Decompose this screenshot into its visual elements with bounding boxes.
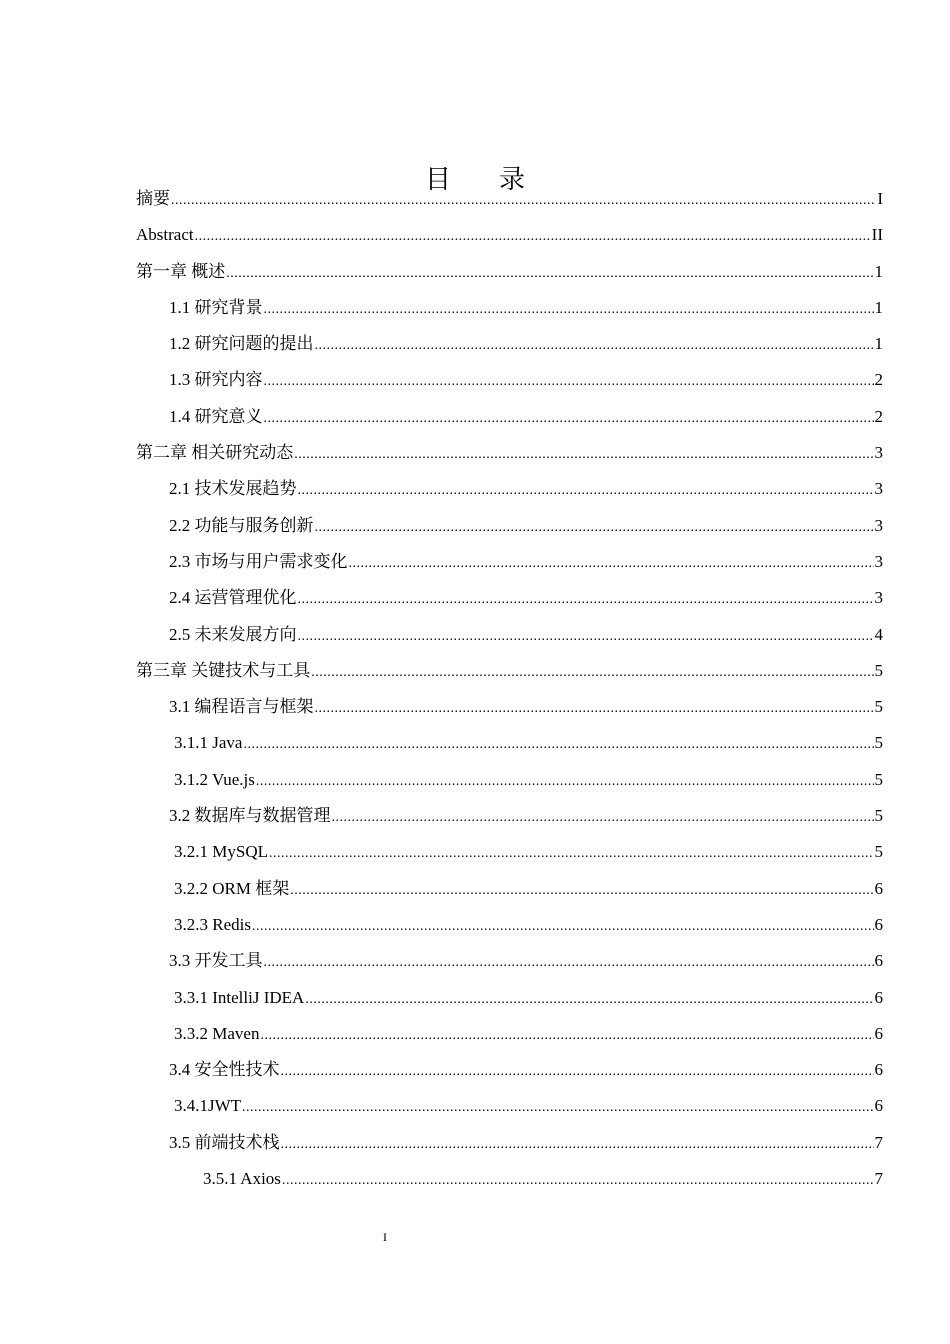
toc-dot-leader: [269, 836, 874, 870]
toc-entry[interactable]: [136, 1016, 883, 1052]
footer-page-number: I: [383, 1230, 387, 1244]
toc-entry-label: 3.2.3 Redis: [174, 914, 251, 934]
toc-dot-leader: [264, 292, 874, 326]
toc-dot-leader: [305, 982, 873, 1016]
toc-dot-leader: [264, 945, 874, 979]
toc-entry[interactable]: [136, 762, 883, 798]
toc-entry-label: 2.5 未来发展方向: [169, 624, 297, 644]
toc-entry-page-number: 1: [874, 297, 883, 317]
toc-entry-label: Abstract: [136, 225, 194, 245]
toc-entry-label: 2.4 运营管理优化: [169, 588, 297, 608]
toc-entry-page-number: I: [877, 189, 883, 208]
toc-entry-label: 3.2.2 ORM 框架: [174, 878, 290, 898]
toc-entry-label: 第三章 关键技术与工具: [136, 660, 311, 680]
toc-entry-label: 3.1.2 Vue.js: [174, 769, 255, 789]
toc-entry-page-number: II: [871, 225, 883, 245]
toc-entry-page-number: 6: [874, 1096, 883, 1116]
toc-entry[interactable]: [136, 653, 883, 689]
toc-entry[interactable]: [136, 435, 883, 471]
toc-dot-leader: [349, 546, 874, 580]
toc-dot-leader: [282, 1163, 874, 1197]
toc-entry[interactable]: [136, 1088, 883, 1124]
toc-dot-leader: [260, 1018, 873, 1052]
toc-entry[interactable]: [136, 254, 883, 290]
toc-entry-label: 3.5.1 Axios: [203, 1169, 281, 1189]
toc-entry-page-number: 5: [874, 697, 883, 717]
toc-dot-leader: [311, 655, 873, 689]
toc-entry-page-number: 6: [874, 1060, 883, 1080]
toc-entry-page-number: 5: [874, 733, 883, 753]
toc-entry[interactable]: [136, 1125, 883, 1161]
toc-dot-leader: [281, 1127, 874, 1161]
toc-dot-leader: [315, 691, 874, 725]
toc-entry-page-number: 3: [874, 588, 883, 608]
toc-entry[interactable]: [136, 943, 883, 979]
toc-entry[interactable]: [136, 544, 883, 580]
toc-entry-page-number: 3: [874, 443, 883, 463]
toc-entry[interactable]: [136, 181, 883, 217]
toc-entry[interactable]: [136, 290, 883, 326]
toc-dot-leader: [298, 473, 874, 507]
toc-entry-label: 3.1 编程语言与框架: [169, 697, 314, 717]
toc-dot-leader: [226, 256, 873, 290]
toc-entry-label: 2.1 技术发展趋势: [169, 479, 297, 499]
toc-entry-page-number: 6: [874, 878, 883, 898]
toc-entry-page-number: 7: [874, 1169, 883, 1189]
toc-entry-label: 3.4.1JWT: [174, 1096, 242, 1116]
toc-entry-label: 3.3 开发工具: [169, 951, 263, 971]
toc-dot-leader: [332, 800, 874, 834]
toc-entry[interactable]: [136, 1052, 883, 1088]
table-of-contents: [136, 181, 883, 1197]
toc-entry-page-number: 3: [874, 479, 883, 499]
toc-entry-label: 3.4 安全性技术: [169, 1060, 280, 1080]
toc-dot-leader: [281, 1054, 874, 1088]
toc-dot-leader: [298, 619, 874, 653]
toc-entry[interactable]: [136, 907, 883, 943]
toc-entry-label: 1.4 研究意义: [169, 406, 263, 426]
toc-entry-label: 3.3.1 IntelliJ IDEA: [174, 987, 305, 1007]
toc-dot-leader: [256, 764, 874, 798]
toc-entry-label: 2.2 功能与服务创新: [169, 515, 314, 535]
toc-dot-leader: [242, 1090, 873, 1124]
toc-entry-page-number: 1: [874, 334, 883, 354]
toc-entry[interactable]: [136, 508, 883, 544]
toc-entry-label: 摘要: [136, 189, 170, 208]
toc-entry-label: 3.2 数据库与数据管理: [169, 806, 331, 826]
toc-dot-leader: [243, 727, 873, 761]
toc-entry-label: 3.1.1 Java: [174, 733, 243, 753]
toc-entry-label: 3.5 前端技术栈: [169, 1132, 280, 1152]
toc-entry-label: 3.3.2 Maven: [174, 1023, 260, 1043]
toc-entry[interactable]: [136, 580, 883, 616]
toc-entry[interactable]: [136, 798, 883, 834]
toc-entry-page-number: 6: [874, 987, 883, 1007]
toc-entry[interactable]: [136, 362, 883, 398]
toc-dot-leader: [315, 328, 874, 362]
toc-dot-leader: [195, 219, 871, 253]
toc-dot-leader: [264, 364, 874, 398]
toc-title-char-1: 目: [424, 165, 451, 196]
toc-entry-page-number: 2: [874, 370, 883, 390]
toc-entry-page-number: 6: [874, 951, 883, 971]
toc-dot-leader: [298, 582, 874, 616]
toc-entry-page-number: 1: [874, 261, 883, 281]
toc-entry[interactable]: [136, 217, 883, 253]
toc-entry-label: 1.3 研究内容: [169, 370, 263, 390]
toc-entry-page-number: 6: [874, 1023, 883, 1043]
toc-entry[interactable]: [136, 980, 883, 1016]
toc-entry[interactable]: [136, 689, 883, 725]
toc-entry[interactable]: [136, 1161, 883, 1197]
toc-entry-label: 1.2 研究问题的提出: [169, 334, 314, 354]
toc-dot-leader: [294, 437, 873, 471]
toc-entry-label: 3.2.1 MySQL: [174, 842, 268, 862]
toc-entry-label: 1.1 研究背景: [169, 297, 263, 317]
toc-entry-label: 2.3 市场与用户需求变化: [169, 551, 348, 571]
toc-dot-leader: [264, 401, 874, 435]
toc-title-char-2: 录: [499, 165, 526, 196]
toc-dot-leader: [252, 909, 874, 943]
toc-entry-page-number: 6: [874, 914, 883, 934]
toc-dot-leader: [315, 510, 874, 544]
toc-entry-label: 第一章 概述: [136, 261, 226, 281]
toc-entry-page-number: 5: [874, 769, 883, 789]
toc-entry-page-number: 2: [874, 406, 883, 426]
toc-entry[interactable]: [136, 471, 883, 507]
toc-dot-leader: [171, 183, 876, 217]
toc-entry[interactable]: [136, 834, 883, 870]
toc-entry[interactable]: [136, 399, 883, 435]
toc-entry[interactable]: [136, 871, 883, 907]
toc-entry-page-number: 7: [874, 1132, 883, 1152]
toc-dot-leader: [290, 873, 873, 907]
toc-entry[interactable]: [136, 725, 883, 761]
toc-entry[interactable]: [136, 617, 883, 653]
toc-entry-page-number: 4: [874, 624, 883, 644]
toc-entry-page-number: 5: [874, 842, 883, 862]
toc-entry-page-number: 3: [874, 551, 883, 571]
toc-entry-page-number: 5: [874, 660, 883, 680]
toc-entry-page-number: 3: [874, 515, 883, 535]
toc-entry[interactable]: [136, 326, 883, 362]
toc-entry-label: 第二章 相关研究动态: [136, 443, 294, 463]
toc-entry-page-number: 5: [874, 806, 883, 826]
